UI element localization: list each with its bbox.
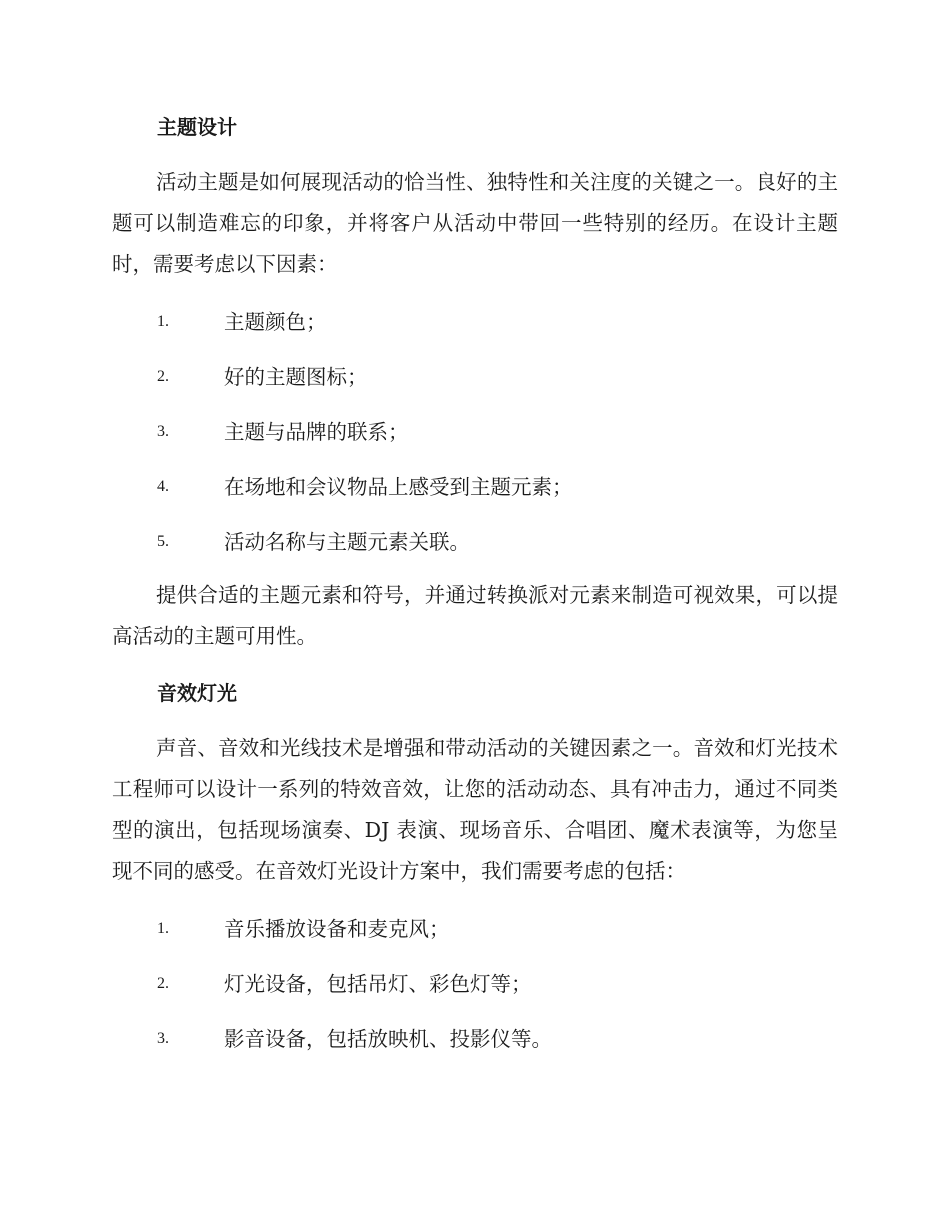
theme-intro-paragraph: 活动主题是如何展现活动的恰当性、独特性和关注度的关键之一。良好的主题可以制造难忘的印象，并将客户从活动中带回一些特别的经历。在设计主题时，需要考虑以下因素： xyxy=(112,170,838,276)
list-number: 1. xyxy=(157,313,169,330)
list-number: 4. xyxy=(157,478,169,495)
section-heading-sound-lighting: 音效灯光 xyxy=(157,681,237,705)
list-text: 音乐播放设备和麦克风； xyxy=(224,917,450,941)
list-text: 影音设备，包括放映机、投影仪等。 xyxy=(224,1027,552,1051)
list-text: 活动名称与主题元素关联。 xyxy=(224,530,470,554)
list-number: 2. xyxy=(157,368,169,385)
theme-closing-paragraph: 提供合适的主题元素和符号，并通过转换派对元素来制造可视效果，可以提高活动的主题可用性。 xyxy=(112,583,838,648)
list-text: 灯光设备，包括吊灯、彩色灯等； xyxy=(224,972,532,996)
list-text: 主题与品牌的联系； xyxy=(224,420,409,444)
section-heading-theme-design: 主题设计 xyxy=(157,115,237,139)
list-number: 5. xyxy=(157,533,169,550)
list-number: 3. xyxy=(157,423,169,440)
list-text: 在场地和会议物品上感受到主题元素； xyxy=(224,475,573,499)
sound-intro-paragraph: 声音、音效和光线技术是增强和带动活动的关键因素之一。音效和灯光技术工程师可以设计一系列的特效音效，让您的活动动态、具有冲击力，通过不同类型的演出，包括现场演奏、DJ 表演、现场音乐、合唱团、魔术表演等，为您呈现不同的感受。在音效灯光设计方案中，我们需要考虑的包括： xyxy=(112,736,838,883)
list-number: 2. xyxy=(157,975,169,992)
list-number: 3. xyxy=(157,1030,169,1047)
list-text: 主题颜色； xyxy=(224,310,327,334)
list-text: 好的主题图标； xyxy=(224,365,368,389)
list-number: 1. xyxy=(157,920,169,937)
